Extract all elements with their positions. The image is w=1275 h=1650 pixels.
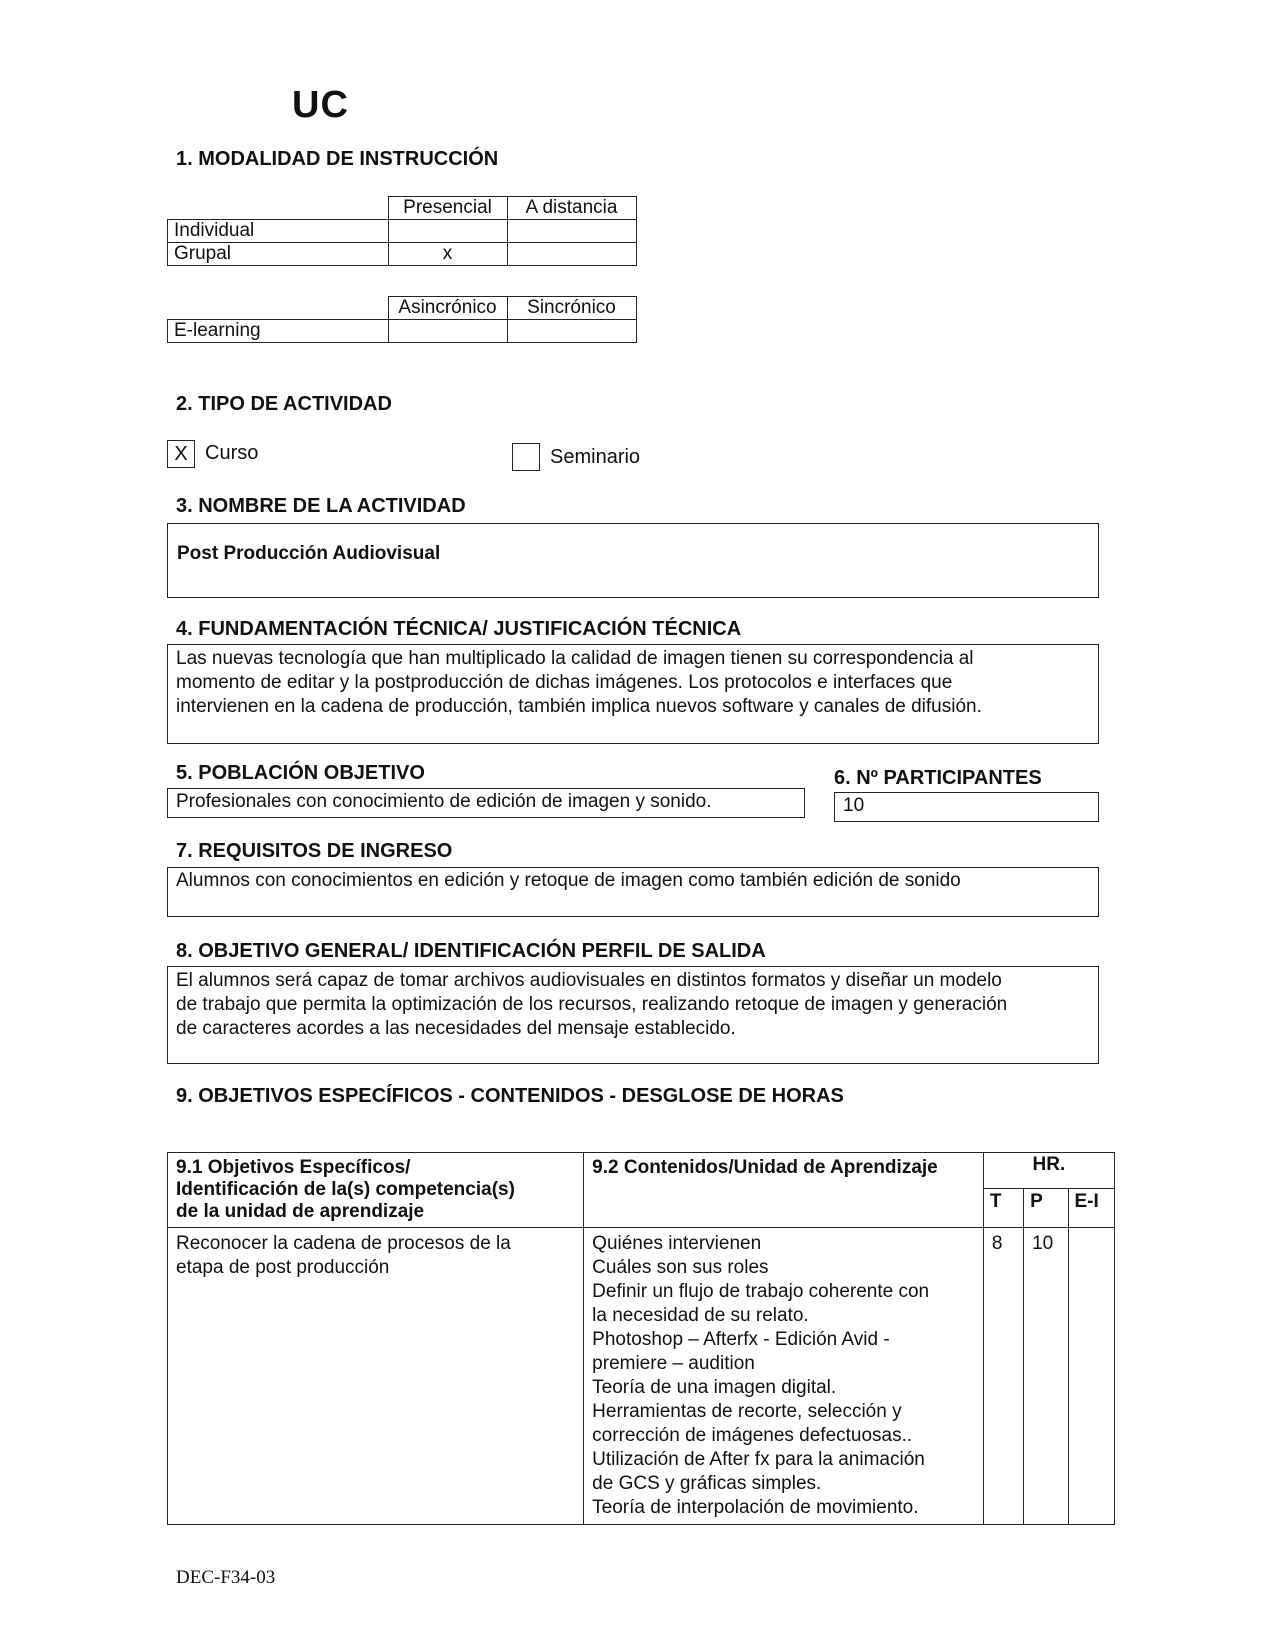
form-code: DEC-F34-03	[176, 1567, 276, 1588]
section-8-title: 8. OBJETIVO GENERAL/ IDENTIFICACIÓN PERFIL DE SALIDA	[176, 940, 766, 962]
contenido-line: Utilización de After fx para la animación	[592, 1449, 925, 1470]
section-7-title: 7. REQUISITOS DE INGRESO	[176, 840, 453, 862]
contenido-line: Teoría de una imagen digital.	[592, 1377, 837, 1398]
col-presencial: Presencial	[388, 197, 507, 220]
fundamentacion-line: intervienen en la cadena de producción, también implica nuevos software y canales de difusión.	[176, 696, 982, 717]
header-hr: HR.	[983, 1153, 1114, 1189]
contenido-line: Photoshop – Afterfx - Edición Avid -	[592, 1329, 890, 1350]
section-1-title: 1. MODALIDAD DE INSTRUCCIÓN	[176, 148, 499, 170]
header-p: P	[1024, 1189, 1068, 1228]
activity-name-box	[167, 523, 1099, 598]
objetivo-general-line: de trabajo que permita la optimización de los recursos, realizando retoque de imagen y generación	[176, 994, 1008, 1015]
fundamentacion-line: momento de editar y la postproducción de dichas imágenes. Los protocolos e interfaces que	[176, 672, 953, 693]
col-a-distancia: A distancia	[507, 197, 636, 220]
cell-hours-p: 10	[1024, 1228, 1068, 1525]
header-objetivos-line: 9.1 Objetivos Específicos/	[176, 1157, 411, 1178]
section-5-title: 5. POBLACIÓN OBJETIVO	[176, 762, 425, 784]
objetivo-line: etapa de post producción	[176, 1257, 390, 1278]
curso-checkbox[interactable]: X	[167, 440, 195, 468]
contenido-line: de GCS y gráficas simples.	[592, 1473, 822, 1494]
cell-grupal-distancia[interactable]	[507, 243, 636, 266]
objetivos-table	[167, 1152, 1115, 1525]
cell-individual-distancia[interactable]	[507, 220, 636, 243]
seminario-label: Seminario	[550, 446, 641, 468]
seminario-checkbox[interactable]	[512, 443, 540, 471]
row-objetivo	[168, 1228, 584, 1525]
requisitos-value: Alumnos con conocimientos en edición y retoque de imagen como también edición de sonido	[176, 870, 961, 891]
header-t: T	[983, 1189, 1023, 1228]
col-asincronico: Asincrónico	[388, 297, 507, 320]
col-sincronico: Sincrónico	[507, 297, 636, 320]
header-objetivos	[168, 1153, 584, 1228]
objetivo-general-line: de caracteres acordes a las necesidades del mensaje establecido.	[176, 1018, 736, 1039]
poblacion-box	[167, 788, 805, 818]
activity-name-value: Post Producción Audiovisual	[177, 543, 441, 564]
objetivo-line: Reconocer la cadena de procesos de la	[176, 1233, 511, 1254]
cell-elearning-asincronico[interactable]	[388, 320, 507, 343]
row-contenidos	[584, 1228, 984, 1525]
uc-logo: UC	[292, 84, 349, 126]
section-6-title: 6. Nº PARTICIPANTES	[834, 767, 1042, 789]
contenido-line: premiere – audition	[592, 1353, 755, 1374]
contenido-line: Quiénes intervienen	[592, 1233, 762, 1254]
section-2-title: 2. TIPO DE ACTIVIDAD	[176, 393, 392, 415]
contenido-line: Herramientas de recorte, selección y	[592, 1401, 902, 1422]
contenido-line: Cuáles son sus roles	[592, 1257, 769, 1278]
elearning-table	[167, 296, 637, 343]
objetivo-general-line: El alumnos será capaz de tomar archivos audiovisuales en distintos formatos y diseñar un modelo	[176, 970, 1002, 991]
participantes-value: 10	[843, 795, 865, 816]
section-4-title: 4. FUNDAMENTACIÓN TÉCNICA/ JUSTIFICACIÓN TÉCNICA	[176, 618, 742, 640]
row-individual: Individual	[168, 220, 389, 243]
cell-individual-presencial[interactable]	[388, 220, 507, 243]
row-grupal: Grupal	[168, 243, 389, 266]
row-elearning: E-learning	[168, 320, 389, 343]
header-ei: E-I	[1068, 1189, 1115, 1228]
poblacion-value: Profesionales con conocimiento de edición de imagen y sonido.	[176, 791, 712, 812]
fundamentacion-text	[176, 647, 982, 719]
cell-hours-t: 8	[983, 1228, 1023, 1525]
contenido-line: corrección de imágenes defectuosas..	[592, 1425, 913, 1446]
cell-grupal-presencial[interactable]: x	[388, 243, 507, 266]
requisitos-box	[167, 867, 1099, 917]
participantes-box	[834, 792, 1099, 822]
fundamentacion-line: Las nuevas tecnología que han multiplicado la calidad de imagen tienen su correspondencia al	[176, 648, 974, 669]
header-contenidos: 9.2 Contenidos/Unidad de Aprendizaje	[584, 1153, 984, 1228]
contenido-line: Teoría de interpolación de movimiento.	[592, 1497, 919, 1518]
section-9-title: 9. OBJETIVOS ESPECÍFICOS - CONTENIDOS - DESGLOSE DE HORAS	[176, 1085, 844, 1107]
contenido-line: Definir un flujo de trabajo coherente con	[592, 1281, 930, 1302]
fundamentacion-box	[167, 644, 1099, 744]
section-3-title: 3. NOMBRE DE LA ACTIVIDAD	[176, 495, 466, 517]
objetivo-general-text	[176, 969, 1007, 1041]
cell-elearning-sincronico[interactable]	[507, 320, 636, 343]
cell-hours-ei	[1068, 1228, 1115, 1525]
header-objetivos-line: Identificación de la(s) competencia(s)	[176, 1179, 515, 1200]
header-objetivos-line: de la unidad de aprendizaje	[176, 1201, 425, 1222]
modalidad-table	[167, 196, 637, 266]
curso-label: Curso	[205, 442, 259, 464]
objetivo-general-box	[167, 966, 1099, 1064]
contenido-line: la necesidad de su relato.	[592, 1305, 809, 1326]
